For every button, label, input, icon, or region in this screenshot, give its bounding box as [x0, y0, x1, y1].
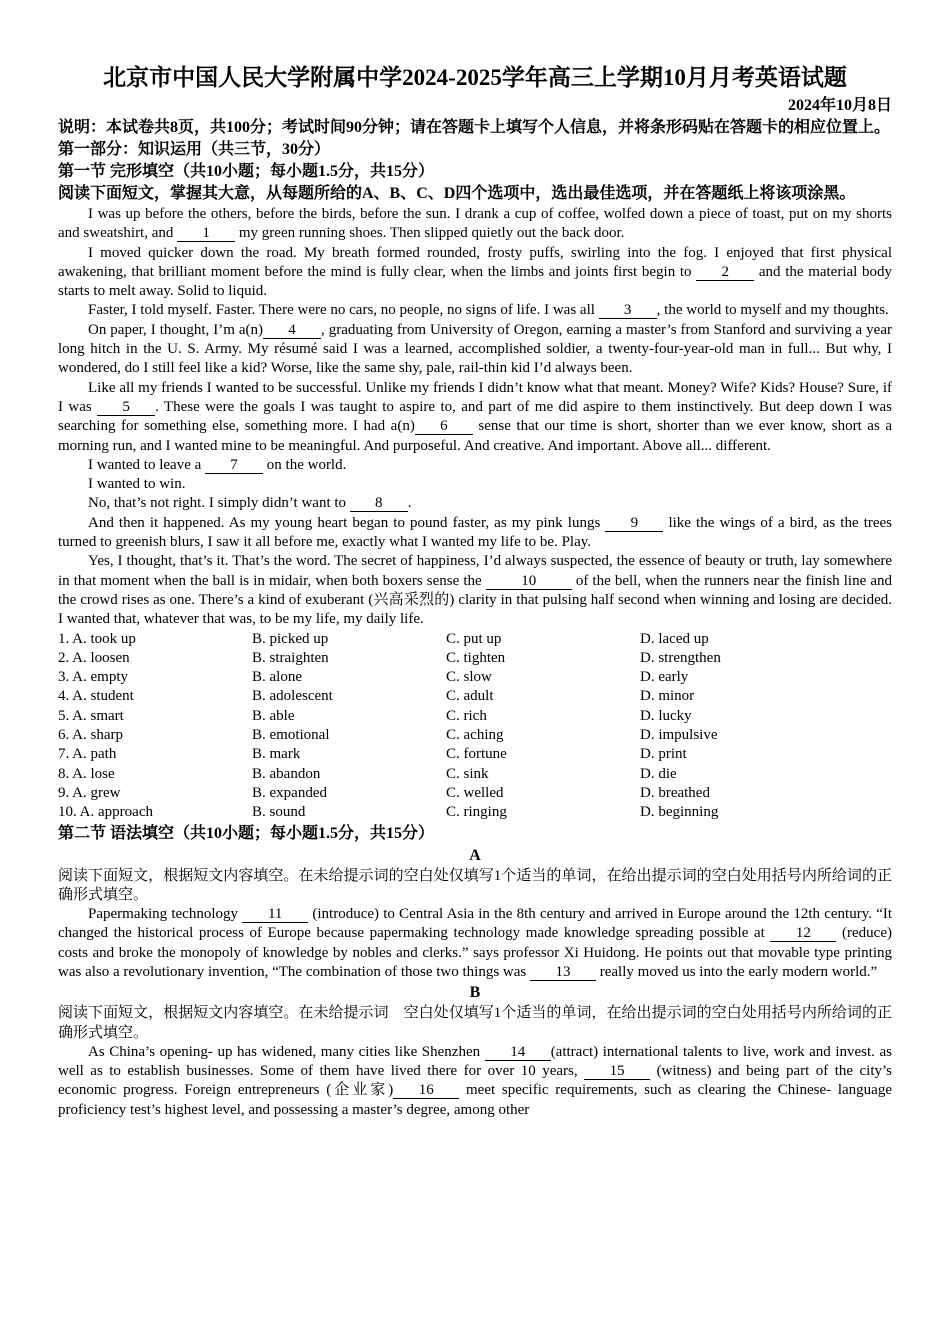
cloze-paragraph-5	[58, 379, 892, 456]
option-9b: B. expanded	[252, 784, 327, 801]
option-6c: C. aching	[446, 727, 504, 744]
option-5a: 5. A. smart	[58, 707, 124, 724]
text: Yes, I thought, that’s it. That’s the word. The secret of happiness, I’d always suspected, the essence of beauty or truth, lay somewhere in that moment when the ball is in midair, when both boxers sense the	[58, 553, 892, 589]
cloze-paragraph-4	[58, 321, 892, 379]
cloze-paragraph-1	[58, 205, 892, 244]
option-7c: C. fortune	[446, 746, 507, 763]
option-8d: D. die	[640, 765, 677, 782]
option-8c: C. sink	[446, 765, 489, 782]
option-3d: D. early	[640, 669, 689, 686]
text: . These were the goals I was taught to aspire to, and part of me did aspire to them instinctively. But deep down I was searching for something else, something more. I had a(n)	[58, 398, 892, 435]
text: (witness) and being part of the city’s economic progress. Foreign entrepreneurs (企业家)	[58, 1063, 892, 1099]
passage-b-directions: 阅读下面短文，根据短文内容填空。在未给提示词 空白处仅填写1个适当的单词，在给出提示词的空白处用括号内所给词的正确形式填空。	[58, 1005, 892, 1041]
blank-6: 6	[415, 419, 473, 435]
text: Faster, I told myself. Faster. There were no cars, no people, no signs of life. I was all	[88, 302, 599, 319]
option-8b: B. abandon	[252, 765, 321, 782]
exam-page	[58, 0, 892, 1120]
text: Like all my friends I wanted to be successful. Unlike my friends I didn’t know what that meant. Money? Wife? Kids? House? Sure, if I was	[58, 379, 892, 415]
passage-b-label: B	[469, 984, 481, 1002]
blank-3: 3	[599, 303, 657, 319]
option-3c: C. slow	[446, 669, 492, 686]
instructions: 说明：本试卷共8页，共100分；考试时间90分钟；请在答题卡上填写个人信息，并将条形码贴在答题卡的相应位置上。	[58, 119, 891, 136]
passage-b-text	[58, 1043, 892, 1120]
blank-16: 16	[393, 1083, 459, 1099]
option-6d: D. impulsive	[640, 727, 718, 744]
cloze-paragraph-3	[58, 301, 892, 320]
options-grid	[58, 630, 892, 823]
passage-a-label: A	[469, 846, 481, 864]
option-9d: D. breathed	[640, 784, 710, 801]
cloze-paragraph-10	[58, 552, 892, 629]
option-5b: B. able	[252, 707, 295, 724]
text: Papermaking technology	[88, 906, 243, 923]
text: , graduating from University of Oregon, earning a master’s from Stanford and surviving a year long hitch in the U. S. Army. My résumé said I was a learned, accomplished soldier, a twenty-four-year-old man in full... But why, I wondered, do I still feel like a kid? Worse, like the same shy, pale, rail-thin kid I’d always been.	[58, 321, 892, 377]
cloze-paragraph-9	[58, 514, 892, 553]
option-1b: B. picked up	[252, 630, 329, 647]
cloze-paragraph-2	[58, 244, 892, 302]
blank-1: 1	[177, 226, 235, 242]
blank-11: 11	[242, 907, 308, 923]
section1-heading: 第一节 完形填空（共10小题；每小题1.5分，共15分）	[58, 163, 435, 180]
option-10a: 10. A. approach	[58, 804, 153, 821]
text: (introduce) to Central Asia in the 8th century and arrived in Europe around the 12th century. “It changed the historical process of Europe because papermaking technology made knowledge spreading possible at	[58, 906, 893, 942]
option-9a: 9. A. grew	[58, 784, 121, 801]
option-4a: 4. A. student	[58, 688, 134, 705]
text: , the world to myself and my thoughts.	[656, 302, 889, 319]
text: .	[407, 495, 412, 512]
blank-15: 15	[584, 1064, 650, 1080]
option-1a: 1. A. took up	[58, 630, 136, 647]
option-4c: C. adult	[446, 688, 494, 705]
option-7b: B. mark	[252, 746, 301, 763]
option-5d: D. lucky	[640, 707, 692, 724]
section1-directions: 阅读下面短文，掌握其大意，从每题所给的A、B、C、D四个选项中，选出最佳选项，并在答题纸上将该项涂黑。	[58, 185, 856, 202]
blank-7: 7	[205, 458, 263, 474]
option-7a: 7. A. path	[58, 746, 117, 763]
option-3a: 3. A. empty	[58, 669, 128, 686]
option-1c: C. put up	[446, 630, 502, 647]
text: of the bell, when the runners near the finish line and the crowd rises as one. There’s a kind of exuberant (兴高采烈的) clarity in that pulsing half second when winning and losing are decided. I wanted that, whatever that was, to be my life, my daily life.	[58, 572, 892, 628]
text: As China’s opening- up has widened, many cities like Shenzhen	[88, 1043, 485, 1060]
blank-9: 9	[605, 516, 663, 532]
option-2a: 2. A. loosen	[58, 649, 130, 666]
option-5c: C. rich	[446, 707, 487, 724]
text: like the wings of a bird, as the trees turned to greenish blurs, I saw it all before me, exactly what I wanted my life to be. Play.	[58, 514, 893, 551]
cloze-paragraph-7: I wanted to win.	[88, 476, 186, 493]
blank-12: 12	[770, 926, 836, 942]
text: On paper, I thought, I’m a(n)	[88, 321, 264, 338]
option-6b: B. emotional	[252, 727, 330, 744]
option-4b: B. adolescent	[252, 688, 333, 705]
blank-4: 4	[263, 323, 321, 339]
option-3b: B. alone	[252, 669, 302, 686]
text: my green running shoes. Then slipped quietly out the back door.	[235, 225, 625, 242]
text: I was up before the others, before the birds, before the sun. I drank a cup of coffee, wolfed down a piece of toast, put on my shorts and sweatshirt, and	[58, 206, 892, 242]
blank-14: 14	[485, 1045, 551, 1061]
option-4d: D. minor	[640, 688, 695, 705]
cloze-paragraph-8	[58, 494, 892, 513]
text: I wanted to leave a	[88, 456, 206, 473]
blank-5: 5	[97, 400, 155, 416]
passage-a-text	[58, 905, 892, 982]
option-2b: B. straighten	[252, 649, 329, 666]
blank-10: 10	[486, 574, 572, 590]
text: I moved quicker down the road. My breath formed rounded, frosty puffs, swirling into the fog. I enjoyed that first physical awakening, that brilliant moment before the mind is fully clear, when the limbs and joints first begin to	[58, 244, 892, 280]
text: on the world.	[263, 456, 347, 473]
option-10c: C. ringing	[446, 804, 507, 821]
option-1d: D. laced up	[640, 630, 709, 647]
text: meet specific requirements, such as clearing the Chinese- language proficiency test’s highest level, and possessing a master’s degree, among other	[58, 1082, 892, 1118]
passage-a-directions: 阅读下面短文，根据短文内容填空。在未给提示词的空白处仅填写1个适当的单词，在给出提示词的空白处用括号内所给词的正确形式填空。	[58, 867, 892, 903]
cloze-paragraph-6	[58, 456, 892, 475]
option-2d: D. strengthen	[640, 649, 721, 666]
section2-heading: 第二节 语法填空（共10小题；每小题1.5分，共15分）	[58, 824, 435, 842]
text: No, that’s not right. I simply didn’t want to	[88, 495, 350, 512]
option-8a: 8. A. lose	[58, 765, 115, 782]
option-2c: C. tighten	[446, 649, 506, 666]
option-10b: B. sound	[252, 804, 306, 821]
text: and the material body starts to melt away. Solid to liquid.	[58, 263, 892, 300]
option-7d: D. print	[640, 746, 687, 763]
text: sense that our time is short, shorter than we ever know, short as a morning run, and I wanted mine to be meaningful. And purposeful. And creative. And important. Above all... different.	[58, 418, 892, 454]
exam-date: 2024年10月8日	[787, 97, 892, 114]
blank-2: 2	[696, 265, 754, 281]
page-title: 北京市中国人民大学附属中学2024-2025学年高三上学期10月月考英语试题	[103, 65, 847, 90]
option-9c: C. welled	[446, 784, 504, 801]
option-6a: 6. A. sharp	[58, 727, 123, 744]
text: And then it happened. As my young heart began to pound faster, as my pink lungs	[88, 514, 606, 531]
text: really moved us into the early modern world.”	[596, 963, 878, 980]
blank-8: 8	[350, 496, 408, 512]
text: (reduce) costs and broke the monopoly of knowledge by nobles and clerks.” says professor Xi Huidong. He points out that movable type printing was also a revolutionary invention, “The combination of those two things was	[58, 925, 892, 980]
option-10d: D. beginning	[640, 804, 719, 821]
part1-heading: 第一部分：知识运用（共三节，30分）	[58, 141, 331, 158]
blank-13: 13	[530, 965, 596, 981]
text: (attract) international talents to live, work and invest. as well as to establish businesses. Some of them have lived there for over 10 years,	[58, 1043, 892, 1080]
